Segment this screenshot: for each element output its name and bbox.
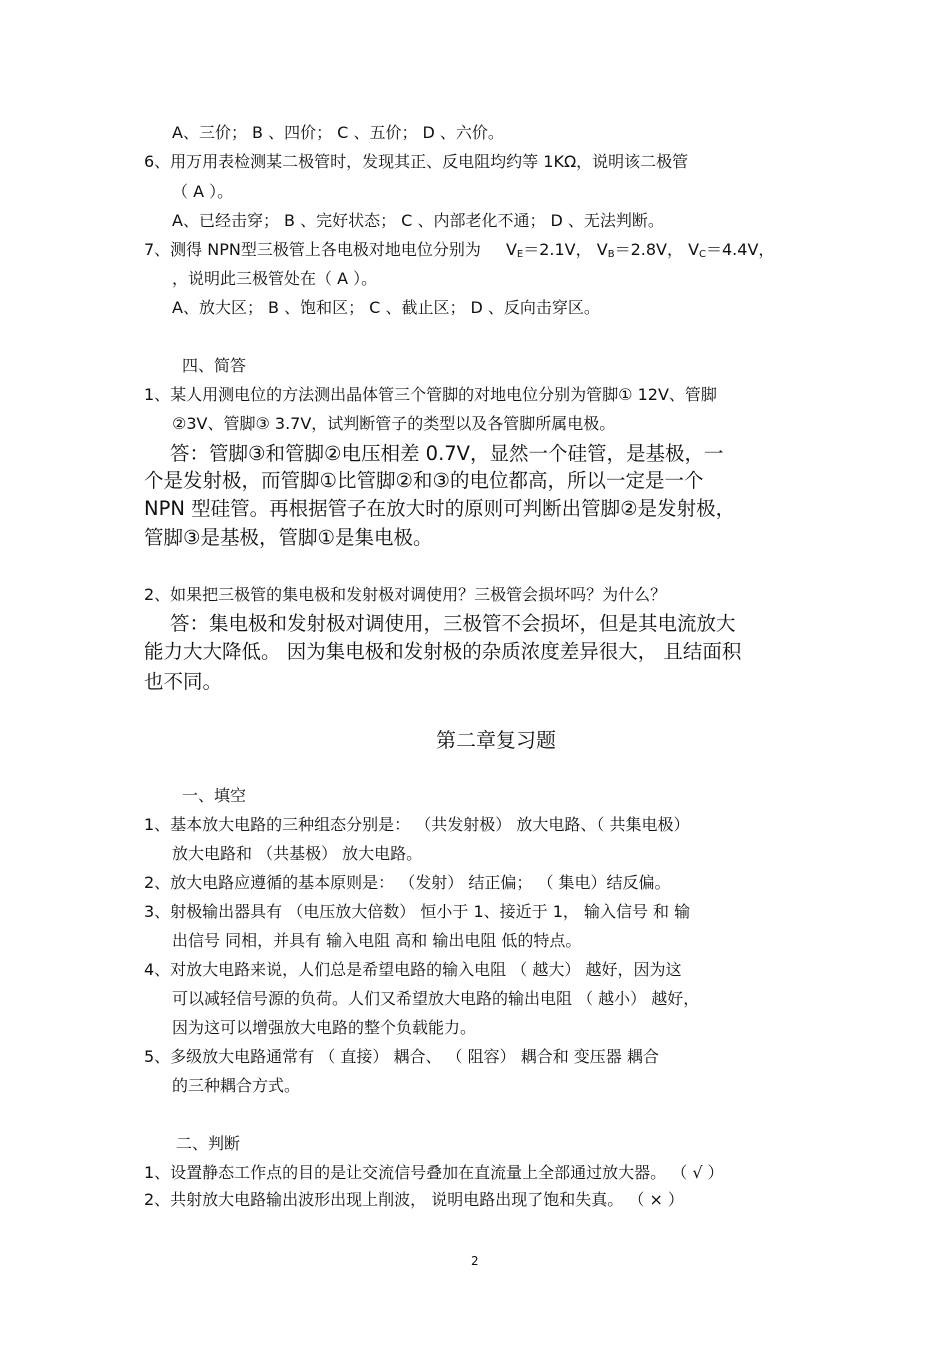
mc5-options: A、三价； B 、四价； C 、五价； D 、六价。 [172, 123, 504, 142]
section-1-heading: 一、填空 [182, 786, 247, 805]
question-7-options: A、放大区； B 、饱和区； C 、截止区； D 、反向击穿区。 [172, 298, 600, 317]
vc-subscript: C [699, 249, 706, 260]
fill-q4-cont1: 可以减轻信号源的负荷。人们又希望放大电路的输出电阻 （ 越小） 越好， [172, 989, 700, 1008]
fill-q5: 5、多级放大电路通常有 （ 直接） 耦合、 （ 阻容） 耦合和 变压器 耦合 [144, 1047, 659, 1066]
short-a1-line3: NPN 型硅管。再根据管子在放大时的原则可判断出管脚②是发射极， [144, 497, 736, 520]
fill-q1: 1、基本放大电路的三种组态分别是： （共发射极） 放大电路、（ 共集电极） [144, 815, 690, 834]
chapter-title: 第二章复习题 [436, 728, 556, 752]
fill-q2: 2、放大电路应遵循的基本原则是： （发射） 结正偏； （ 集电）结反偏。 [144, 873, 671, 892]
short-a1-line4: 管脚③是基极，管脚①是集电极。 [144, 526, 433, 549]
ve-symbol: V [505, 240, 517, 259]
page-number: 2 [471, 1254, 479, 1268]
short-q1-cont: ②3V、管脚③ 3.7V，试判断管子的类型以及各管脚所属电极。 [172, 414, 616, 433]
short-a1-line2: 个是发射极，而管脚①比管脚②和③的电位都高，所以一定是一个 [144, 469, 704, 492]
short-a1-line1: 答：管脚③和管脚②电压相差 0.7V，显然一个硅管，是基极，一 [170, 442, 724, 465]
question-7-cont: ，说明此三极管处在（ A ）。 [172, 269, 378, 288]
short-a2-line3: 也不同。 [144, 670, 223, 693]
fill-q5-cont: 的三种耦合方式。 [172, 1076, 301, 1095]
vb-symbol: V [596, 240, 608, 259]
fill-q3-cont: 出信号 同相，并具有 输入电阻 高和 输出电阻 低的特点。 [172, 931, 582, 950]
vc-symbol: V [688, 240, 700, 259]
fill-q4-cont2: 因为这可以增强放大电路的整个负载能力。 [172, 1018, 477, 1037]
short-a2-line2: 能力大大降低。 因为集电极和发射极的杂质浓度差异很大， 且结面积 [144, 640, 742, 663]
vc-value: ＝4.4V， [706, 240, 775, 259]
ve-subscript: E [516, 249, 524, 260]
judge-q1: 1、设置静态工作点的目的是让交流信号叠加在直流量上全部通过放大器。 （ √ ） [144, 1163, 724, 1182]
short-a2-line1: 答：集电极和发射极对调使用，三极管不会损坏，但是其电流放大 [170, 612, 736, 635]
short-q1: 1、某人用测电位的方法测出晶体管三个管脚的对地电位分别为管脚① 12V、管脚 [144, 385, 717, 404]
vb-subscript: B [607, 249, 615, 260]
ve-value: ＝2.1V， [523, 240, 592, 259]
question-6: 6、用万用表检测某二极管时，发现其正、反电阻均约等 1KΩ，说明该二极管 [144, 152, 689, 171]
question-7-text: 7、测得 NPN型三极管上各电极对地电位分别为 [144, 240, 481, 259]
section-4-heading: 四、简答 [182, 356, 247, 375]
fill-q1-cont: 放大电路和 （共基极） 放大电路。 [172, 844, 423, 863]
question-6-answer: （ A ）。 [172, 182, 234, 201]
section-2-heading: 二、判断 [176, 1134, 241, 1153]
question-7 [144, 240, 774, 265]
short-q2: 2、如果把三极管的集电极和发射极对调使用？三极管会损坏吗？为什么？ [144, 585, 667, 604]
question-6-options: A、已经击穿； B 、完好状态； C 、内部老化不通； D 、无法判断。 [172, 211, 664, 230]
fill-q3: 3、射极输出器具有 （电压放大倍数） 恒小于 1、接近于 1， 输入信号 和 输 [144, 902, 691, 921]
fill-q4: 4、对放大电路来说，人们总是希望电路的输入电阻 （ 越大） 越好，因为这 [144, 960, 682, 979]
vb-value: ＝2.8V， [614, 240, 683, 259]
judge-q2: 2、共射放大电路输出波形出现上削波， 说明电路出现了饱和失真。 （ × ） [144, 1190, 684, 1209]
